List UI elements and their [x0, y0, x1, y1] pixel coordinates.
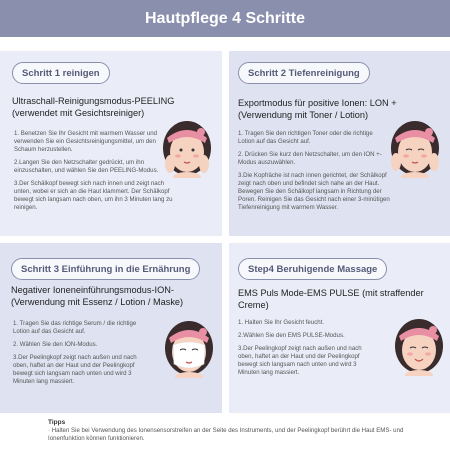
- step-card-4: [229, 243, 450, 413]
- step-title: Ultraschall-Reinigungsmodus-PEELING (verwendet mit Gesichtsreiniger): [12, 96, 175, 118]
- step-label: Schritt 2 Tiefenreinigung: [238, 62, 370, 84]
- instruction-3: 3.Die Kopfräche ist nach innen gerichtet, der Schälkopf zeigt nach oben und befindet sich nahe an der Haut. Bewegen Sie den Schälkopf langsam in Richtung der Poren. Reinigen Sie das Gesicht nach einer 3-minütigen Tiefenreinigung mit warmem Wasser.: [238, 172, 390, 211]
- instruction-2: 2.Langen Sie den Netzschalter gedrückt, um ihn einzuschalten, und wählen Sie den PEELING-Modus.: [14, 159, 159, 174]
- instruction-3: 3.Der Peelingkopf zeigt nach außen und nach oben, haftet an der Haut und der Peelingkopf bewegt sich langsam nach unten und wird 3 Minuten lang massiert.: [13, 354, 137, 385]
- step-title: Negativer Ioneneinführungsmodus-ION- (Verwendung mit Essenz / Lotion / Maske): [11, 285, 184, 307]
- page-title: Hautpflege 4 Schritte: [144, 9, 306, 27]
- instruction-1: 1. Halten Sie Ihr Gesicht feucht.: [238, 319, 325, 326]
- instruction-1: 1. Benetzen Sie Ihr Gesicht mit warmem Wasser und verwenden Sie ein Gesichtsreinigungsmittel, um den Schaum herzustellen.: [14, 130, 158, 153]
- step-label: Schritt 1 reinigen: [12, 62, 110, 84]
- instruction-2: 2.Wählen Sie den EMS PULSE-Modus.: [238, 332, 345, 339]
- instruction-3: 3.Der Schälkopf bewegt sich nach innen und zeigt nach unten, wobei er sich an die Haut klammert. Der Schälkopf bewegt sich langsam nach oben, um ihn 3 Minuten lang zu reinigen.: [14, 180, 173, 211]
- instruction-2: 2. Drücken Sie kurz den Netzschalter, um den ION +-Modus auszuwählen.: [238, 151, 382, 166]
- step-title: EMS Puls Mode-EMS PULSE (mit straffender Creme): [238, 288, 424, 310]
- tips-section: [48, 419, 438, 443]
- step-instructions: [238, 319, 376, 382]
- face-illustration: [390, 316, 448, 376]
- step-instructions: [238, 130, 390, 217]
- page-header: [0, 0, 450, 37]
- instruction-1: 1. Tragen Sie den richtigen Toner oder die richtige Lotion auf das Gesicht auf.: [238, 130, 373, 145]
- step-card-2: [229, 51, 450, 236]
- step-label: Schritt 3 Einführung in die Ernährung: [11, 258, 200, 280]
- tips-text: · Halten Sie bei Verwendung des Ionensensorstreifen an der Seite des Instruments, und der Peelingkopf berührt die Haut EMS- und Ionenfunktion können funktionieren.: [48, 427, 404, 442]
- step-title: Exportmodus für positive Ionen: LON + (Verwendung mit Toner / Lotion): [238, 98, 397, 120]
- face-illustration: [158, 118, 216, 178]
- face-mask-illustration: [160, 318, 218, 378]
- step-instructions: [13, 320, 138, 391]
- step-card-3: [0, 243, 222, 413]
- instruction-3: 3.Der Peelingkopf zeigt nach außen und nach oben, haftet an der Haut und der Peelingkopf bewegt sich langsam nach unten und wird 3 Minuten lang massiert.: [238, 345, 362, 376]
- face-illustration: [386, 118, 444, 178]
- tips-title: Tipps: [48, 419, 66, 426]
- step-label: Step4 Beruhigende Massage: [238, 258, 387, 280]
- step-instructions: [14, 130, 174, 217]
- instruction-1: 1. Tragen Sie das richtige Serum / die richtige Lotion auf das Gesicht auf.: [13, 320, 137, 335]
- step-card-1: [0, 51, 222, 236]
- instruction-2: 2. Wählen Sie den ION-Modus.: [13, 341, 98, 348]
